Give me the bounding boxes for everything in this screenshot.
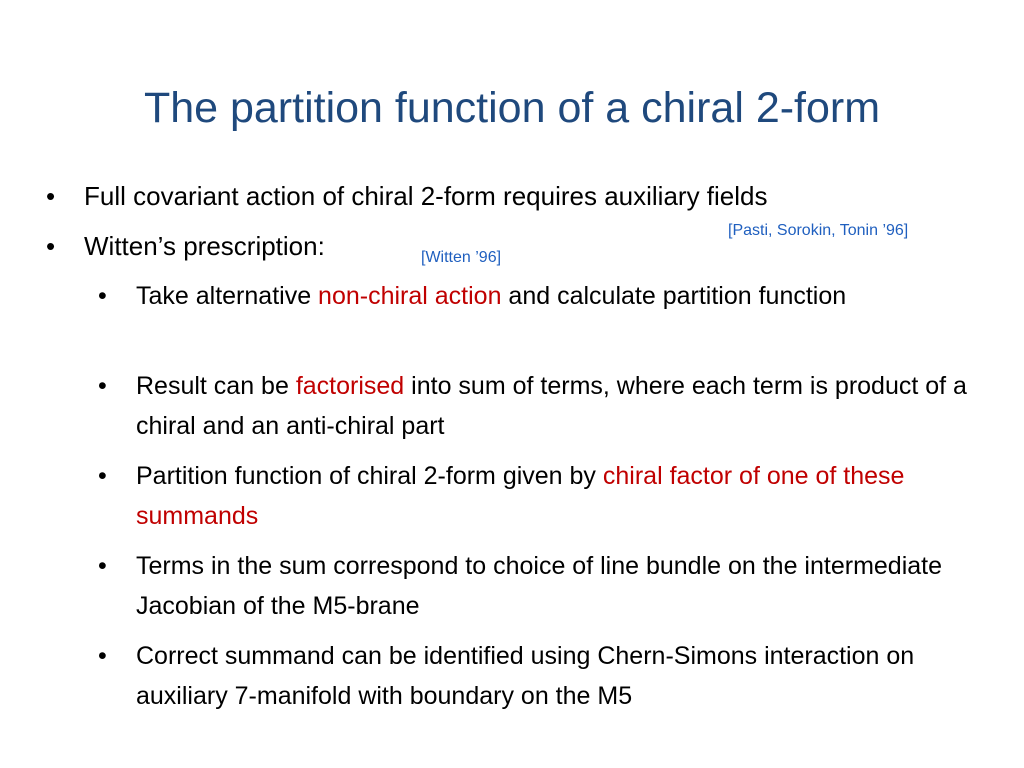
sub-bullet-glyph: • bbox=[98, 552, 107, 580]
highlight-segment: factorised bbox=[295, 372, 405, 400]
highlight-segment: chiral factor of one of these summands bbox=[136, 462, 905, 530]
sub-bullet-nonchiral-action bbox=[136, 276, 986, 316]
sub-bullet-line-bundle: Terms in the sum correspond to choice of line bundle on the intermediate Jacobian of the M5-brane bbox=[136, 552, 943, 620]
bullet-full-covariant: Full covariant action of chiral 2-form requires auxiliary fields bbox=[84, 181, 768, 211]
text-segment: into sum of terms, where each term is product of a chiral and an anti-chiral part bbox=[136, 372, 967, 440]
text-segment: and calculate partition function bbox=[501, 282, 847, 310]
sub-bullet-glyph: • bbox=[98, 642, 107, 670]
sub-bullet-glyph: • bbox=[98, 372, 107, 400]
sub-bullet-glyph: • bbox=[98, 282, 107, 310]
text-segment: Result can be bbox=[136, 372, 296, 400]
bullet-witten-prescription: Witten’s prescription: bbox=[84, 231, 325, 261]
sub-bullet-factorised bbox=[136, 366, 986, 446]
citation-pasti-sorokin-tonin: [Pasti, Sorokin, Tonin ’96] bbox=[728, 222, 909, 239]
bullet-glyph: • bbox=[46, 181, 56, 211]
sub-bullet-chiral-factor bbox=[136, 456, 986, 536]
sub-bullet-chern-simons: Correct summand can be identified using Chern-Simons interaction on auxiliary 7-manifold with boundary on the M5 bbox=[136, 642, 915, 710]
highlight-segment: non-chiral action bbox=[318, 282, 502, 310]
text-segment: Partition function of chiral 2-form given by bbox=[136, 462, 603, 490]
citation-witten: [Witten ’96] bbox=[421, 249, 502, 266]
text-segment: Take alternative bbox=[136, 282, 319, 310]
sub-bullet-glyph: • bbox=[98, 462, 107, 490]
bullet-glyph: • bbox=[46, 231, 56, 261]
slide-title: The partition function of a chiral 2-form bbox=[143, 84, 881, 132]
